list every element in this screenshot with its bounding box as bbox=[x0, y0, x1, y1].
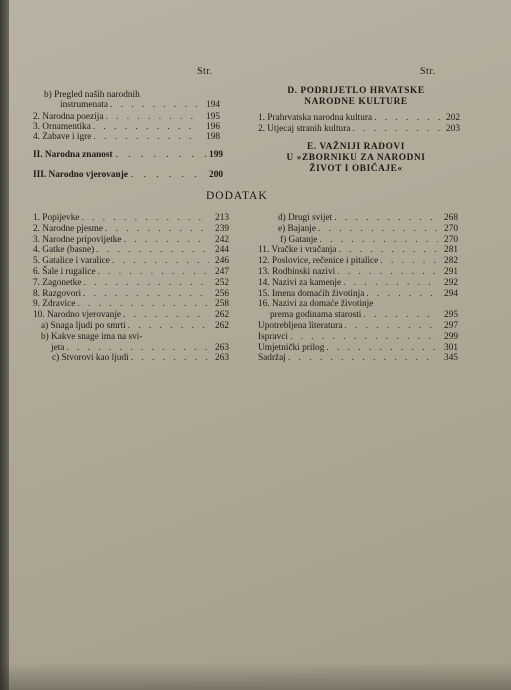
toc-entry bbox=[258, 256, 458, 266]
toc-entry-page: 239 bbox=[215, 223, 229, 234]
toc-entry-page: 297 bbox=[444, 321, 458, 331]
toc-entry bbox=[33, 299, 229, 309]
toc-entry-label: 16. Nazivi za domaće životinje bbox=[258, 299, 374, 310]
toc-entry-label: b) Kakve snage ima na svi- bbox=[41, 331, 143, 342]
toc-entry-page: 252 bbox=[215, 277, 229, 288]
toc-entry-label: f) Gatanje bbox=[280, 234, 318, 245]
toc-entry-page: 247 bbox=[215, 267, 229, 277]
toc-entry bbox=[33, 224, 229, 234]
page-column-header-right: Str. bbox=[420, 66, 436, 77]
toc-entry-page: 213 bbox=[215, 213, 229, 223]
toc-entry-label: 1. Popijevke bbox=[33, 213, 80, 223]
toc-entry-label: 13. Rodbinski nazivi bbox=[258, 267, 336, 277]
toc-entry-page: 299 bbox=[444, 331, 458, 342]
toc-entry bbox=[41, 332, 229, 342]
toc-entry bbox=[280, 235, 458, 245]
toc-entry-label: 9. Zdravice bbox=[33, 299, 76, 310]
toc-entry: 2. Narodna poezija . . . 195 bbox=[33, 112, 220, 122]
toc-entry-label: Upotrebljena literatura bbox=[258, 321, 343, 331]
toc-entry-label: 8. Razgovori bbox=[33, 288, 82, 299]
toc-entry-b-line1: b) Pregled naših narodnih bbox=[44, 90, 140, 100]
toc-entry-label: Ispravci bbox=[258, 331, 288, 342]
toc-entry-label: 3. Narodne pripovijetke bbox=[33, 234, 122, 245]
toc-entry bbox=[278, 224, 458, 234]
toc-entry-page: 345 bbox=[444, 353, 458, 364]
section-d-title-line1: D. PODRIJETLO HRVATSKE bbox=[287, 86, 425, 96]
toc-entry-page: 256 bbox=[215, 288, 229, 299]
toc-entry bbox=[278, 213, 458, 223]
toc-entry bbox=[258, 267, 458, 277]
toc-entry-label: 11. Vračke i vračanja bbox=[258, 245, 337, 256]
toc-entry bbox=[258, 289, 458, 299]
toc-entry-label: Umjetnički prilog bbox=[258, 342, 325, 353]
toc-entry-label: e) Bajanje bbox=[278, 223, 316, 234]
toc-entry-label: Sadržaj bbox=[258, 353, 286, 364]
toc-section-iii: III. Narodno vjerovanje . . . 200 bbox=[33, 170, 223, 180]
toc-entry-page: 294 bbox=[444, 288, 458, 299]
toc-entry-page: 291 bbox=[444, 267, 458, 277]
section-e-title-line3: ŽIVOT I OBIČAJE« bbox=[309, 164, 403, 174]
toc-entry bbox=[33, 245, 229, 255]
toc-entry bbox=[270, 310, 458, 320]
toc-entry-page: 242 bbox=[215, 234, 229, 245]
page-edge bbox=[0, 0, 9, 690]
toc-entry-page: 282 bbox=[444, 256, 458, 267]
toc-entry bbox=[258, 299, 458, 309]
toc-entry-page: 295 bbox=[444, 310, 458, 321]
toc-entry bbox=[33, 213, 229, 223]
toc-entry-page: 246 bbox=[215, 256, 229, 267]
toc-entry-label: 7. Zagonetke bbox=[33, 277, 82, 288]
toc-entry-page: 292 bbox=[444, 277, 458, 288]
toc-entry-page: 268 bbox=[444, 213, 458, 223]
toc-entry-label: 2. Narodne pjesme bbox=[33, 223, 103, 234]
toc-entry-page: 263 bbox=[215, 342, 229, 353]
section-e-title-line1: E. VAŽNIJI RADOVI bbox=[307, 142, 405, 152]
section-e-title-line2: U »ZBORNIKU ZA NARODNI bbox=[286, 153, 426, 163]
toc-entry-page: 301 bbox=[444, 342, 458, 353]
toc-entry bbox=[41, 321, 229, 331]
dodatak-heading: DODATAK bbox=[206, 190, 268, 202]
toc-entry-label: 5. Gatalice i varalice bbox=[33, 256, 110, 267]
toc-entry-page: 262 bbox=[215, 310, 229, 321]
page-column-header-left: Str. bbox=[197, 66, 213, 77]
toc-entry bbox=[33, 278, 229, 288]
toc-entry: 3. Ornamentika . . . 196 bbox=[33, 122, 220, 132]
toc-entry bbox=[33, 235, 229, 245]
page-shadow bbox=[0, 662, 511, 690]
toc-entry: 2. Utjecaj stranih kultura . . . 203 bbox=[258, 124, 460, 134]
toc-entry-label: c) Stvorovi kao ljudi bbox=[52, 353, 129, 364]
toc-entry bbox=[258, 245, 458, 255]
toc-entry-label: 6. Šale i rugalice bbox=[33, 267, 96, 277]
toc-entry-label: 4. Gatke (basne) bbox=[33, 245, 95, 256]
toc-entry bbox=[33, 310, 229, 320]
toc-entry bbox=[33, 289, 229, 299]
toc-section-ii: II. Narodna znanost . . . 199 bbox=[33, 150, 223, 160]
toc-entry-label: d) Drugi svijet bbox=[278, 213, 333, 223]
toc-entry-b: instrumenata . . . 194 bbox=[60, 100, 220, 110]
section-d-title-line2: NARODNE KULTURE bbox=[304, 97, 408, 107]
toc-entry-label: 10. Narodno vjerovanje bbox=[33, 310, 122, 321]
toc-entry bbox=[33, 256, 229, 266]
toc-entry: 1. Prahrvatska narodna kultura . . . 202 bbox=[258, 113, 460, 123]
toc-entry bbox=[258, 332, 458, 342]
toc-entry-label: 12. Poslovice, rečenice i pitalice bbox=[258, 256, 379, 267]
toc-entry-label: 15. Imena domaćih životinja bbox=[258, 288, 365, 299]
toc-entry bbox=[52, 353, 229, 363]
toc-entry bbox=[258, 278, 458, 288]
toc-entry-label: jeta bbox=[51, 342, 65, 353]
toc-entry-page: 263 bbox=[215, 353, 229, 364]
toc-entry-label: 14. Nazivi za kamenje bbox=[258, 277, 342, 288]
toc-entry bbox=[51, 343, 229, 353]
toc-entry: 4. Zabave i igre . . . 198 bbox=[33, 132, 220, 142]
toc-entry-page: 262 bbox=[215, 321, 229, 331]
toc-entry-page: 244 bbox=[215, 245, 229, 256]
toc-entry bbox=[33, 267, 229, 277]
toc-entry-page: 281 bbox=[444, 245, 458, 256]
toc-entry-label: prema godinama starosti bbox=[270, 310, 362, 321]
toc-entry-page: 258 bbox=[215, 299, 229, 310]
toc-entry-label: a) Snaga ljudi po smrti bbox=[41, 321, 126, 331]
toc-entry-page: 270 bbox=[444, 223, 458, 234]
toc-entry-page: 270 bbox=[444, 234, 458, 245]
toc-entry bbox=[258, 353, 458, 363]
toc-entry bbox=[258, 321, 458, 331]
toc-entry bbox=[258, 343, 458, 353]
